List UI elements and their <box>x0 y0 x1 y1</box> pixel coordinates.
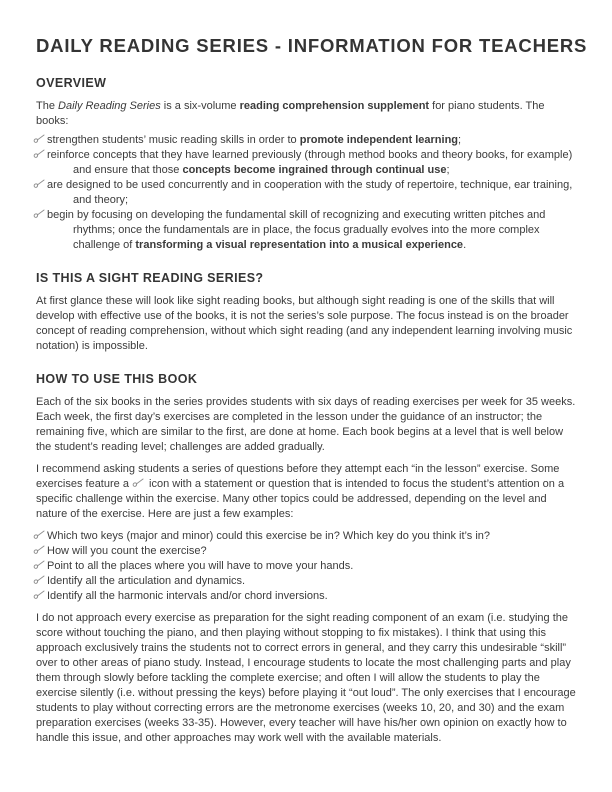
glasses-icon <box>33 149 45 159</box>
glasses-icon <box>33 530 45 540</box>
list-item: Identify all the harmonic intervals and/or chord inversions. <box>73 589 576 604</box>
glasses-icon <box>33 575 45 585</box>
sight-reading-paragraph: At first glance these will look like sight reading books, but although sight reading is one of the skills that will develop with effective use of the books, it is not the series’s sole purpose. The focus instead is on the broader concept of reading comprehension, without which sight reading (and any independent learning involving music notation) is impossible. <box>36 295 573 352</box>
glasses-icon <box>33 179 45 189</box>
how-to-use-paragraph-3: I do not approach every exercise as preparation for the sight reading component of an exam (i.e. studying the score without touching the piano, and then playing without stopping to fix mistakes). I think that using this approach exclusively trains the students not to correct errors in general, and they carry this undesirable “skill” over to other areas of piano study. Instead, I encourage students to locate the most challenging parts and play them through slowly before tackling the complete exercise; and often I will allow the students to play the exercise silently (i.e. without pressing the keys) before playing it “out loud”. The only exercises that I encourage students to play without correcting errors are the metronome exercises (weeks 10, 20, and 30) and the exam preparation exercises (weeks 33-35). However, every teacher will have his/her own opinion on exactly how to handle this issue, and other approaches may work well with the available materials. <box>36 612 576 744</box>
list-item: Identify all the articulation and dynamics. <box>73 574 576 589</box>
glasses-icon <box>33 545 45 555</box>
how-to-use-paragraph-1: Each of the six books in the series provides students with six days of reading exercises per week for 35 weeks. Each week, the first day’s exercises are completed in the lesson under the guidance of an instructor; the remaining five, which are similar to the first, are done at home. Each book begins at a level that is well below the student’s reading level; challenges are added gradually. <box>36 396 576 453</box>
example-questions-list <box>47 529 576 604</box>
heading-sight-reading: IS THIS A SIGHT READING SERIES? <box>36 271 264 285</box>
section-sight-reading <box>36 270 576 354</box>
overview-bullet-list <box>47 133 576 253</box>
list-item: begin by focusing on developing the fundamental skill of recognizing and executing written pitches and rhythms; once the fundamentals are in place, the focus gradually evolves into the more complex challenge of transforming a visual representation into a musical experience. <box>73 208 576 253</box>
glasses-icon <box>132 478 144 488</box>
glasses-icon <box>33 209 45 219</box>
section-how-to-use <box>36 371 576 746</box>
overview-intro-paragraph: The Daily Reading Series is a six-volume reading comprehension supplement for piano students. The books: <box>36 100 545 127</box>
how-to-use-paragraph-2: I recommend asking students a series of questions before they attempt each “in the lesson” exercise. Some exercises feature a icon with a statement or question that is intended to focus the student’s attention on a specific challenge within the exercise. Many other topics could be addressed, depending on the level and nature of the exercise. Here are just a few examples: <box>36 463 565 520</box>
section-overview <box>36 75 576 253</box>
heading-overview: OVERVIEW <box>36 76 107 90</box>
glasses-icon <box>33 134 45 144</box>
glasses-icon <box>33 560 45 570</box>
list-item: Point to all the places where you will have to move your hands. <box>73 559 576 574</box>
glasses-icon <box>33 590 45 600</box>
list-item: reinforce concepts that they have learned previously (through method books and theory books, for example) and ensure that those concepts become ingrained through continual use; <box>73 148 576 178</box>
list-item: strengthen students’ music reading skills in order to promote independent learning; <box>73 133 576 148</box>
list-item: Which two keys (major and minor) could this exercise be in? Which key do you think it’s in? <box>73 529 576 544</box>
list-item: are designed to be used concurrently and in cooperation with the study of repertoire, technique, ear training, and theory; <box>73 178 576 208</box>
heading-how-to-use: HOW TO USE THIS BOOK <box>36 372 198 386</box>
list-item: How will you count the exercise? <box>73 544 576 559</box>
page-title: DAILY READING SERIES - INFORMATION FOR TEACHERS <box>36 35 588 56</box>
